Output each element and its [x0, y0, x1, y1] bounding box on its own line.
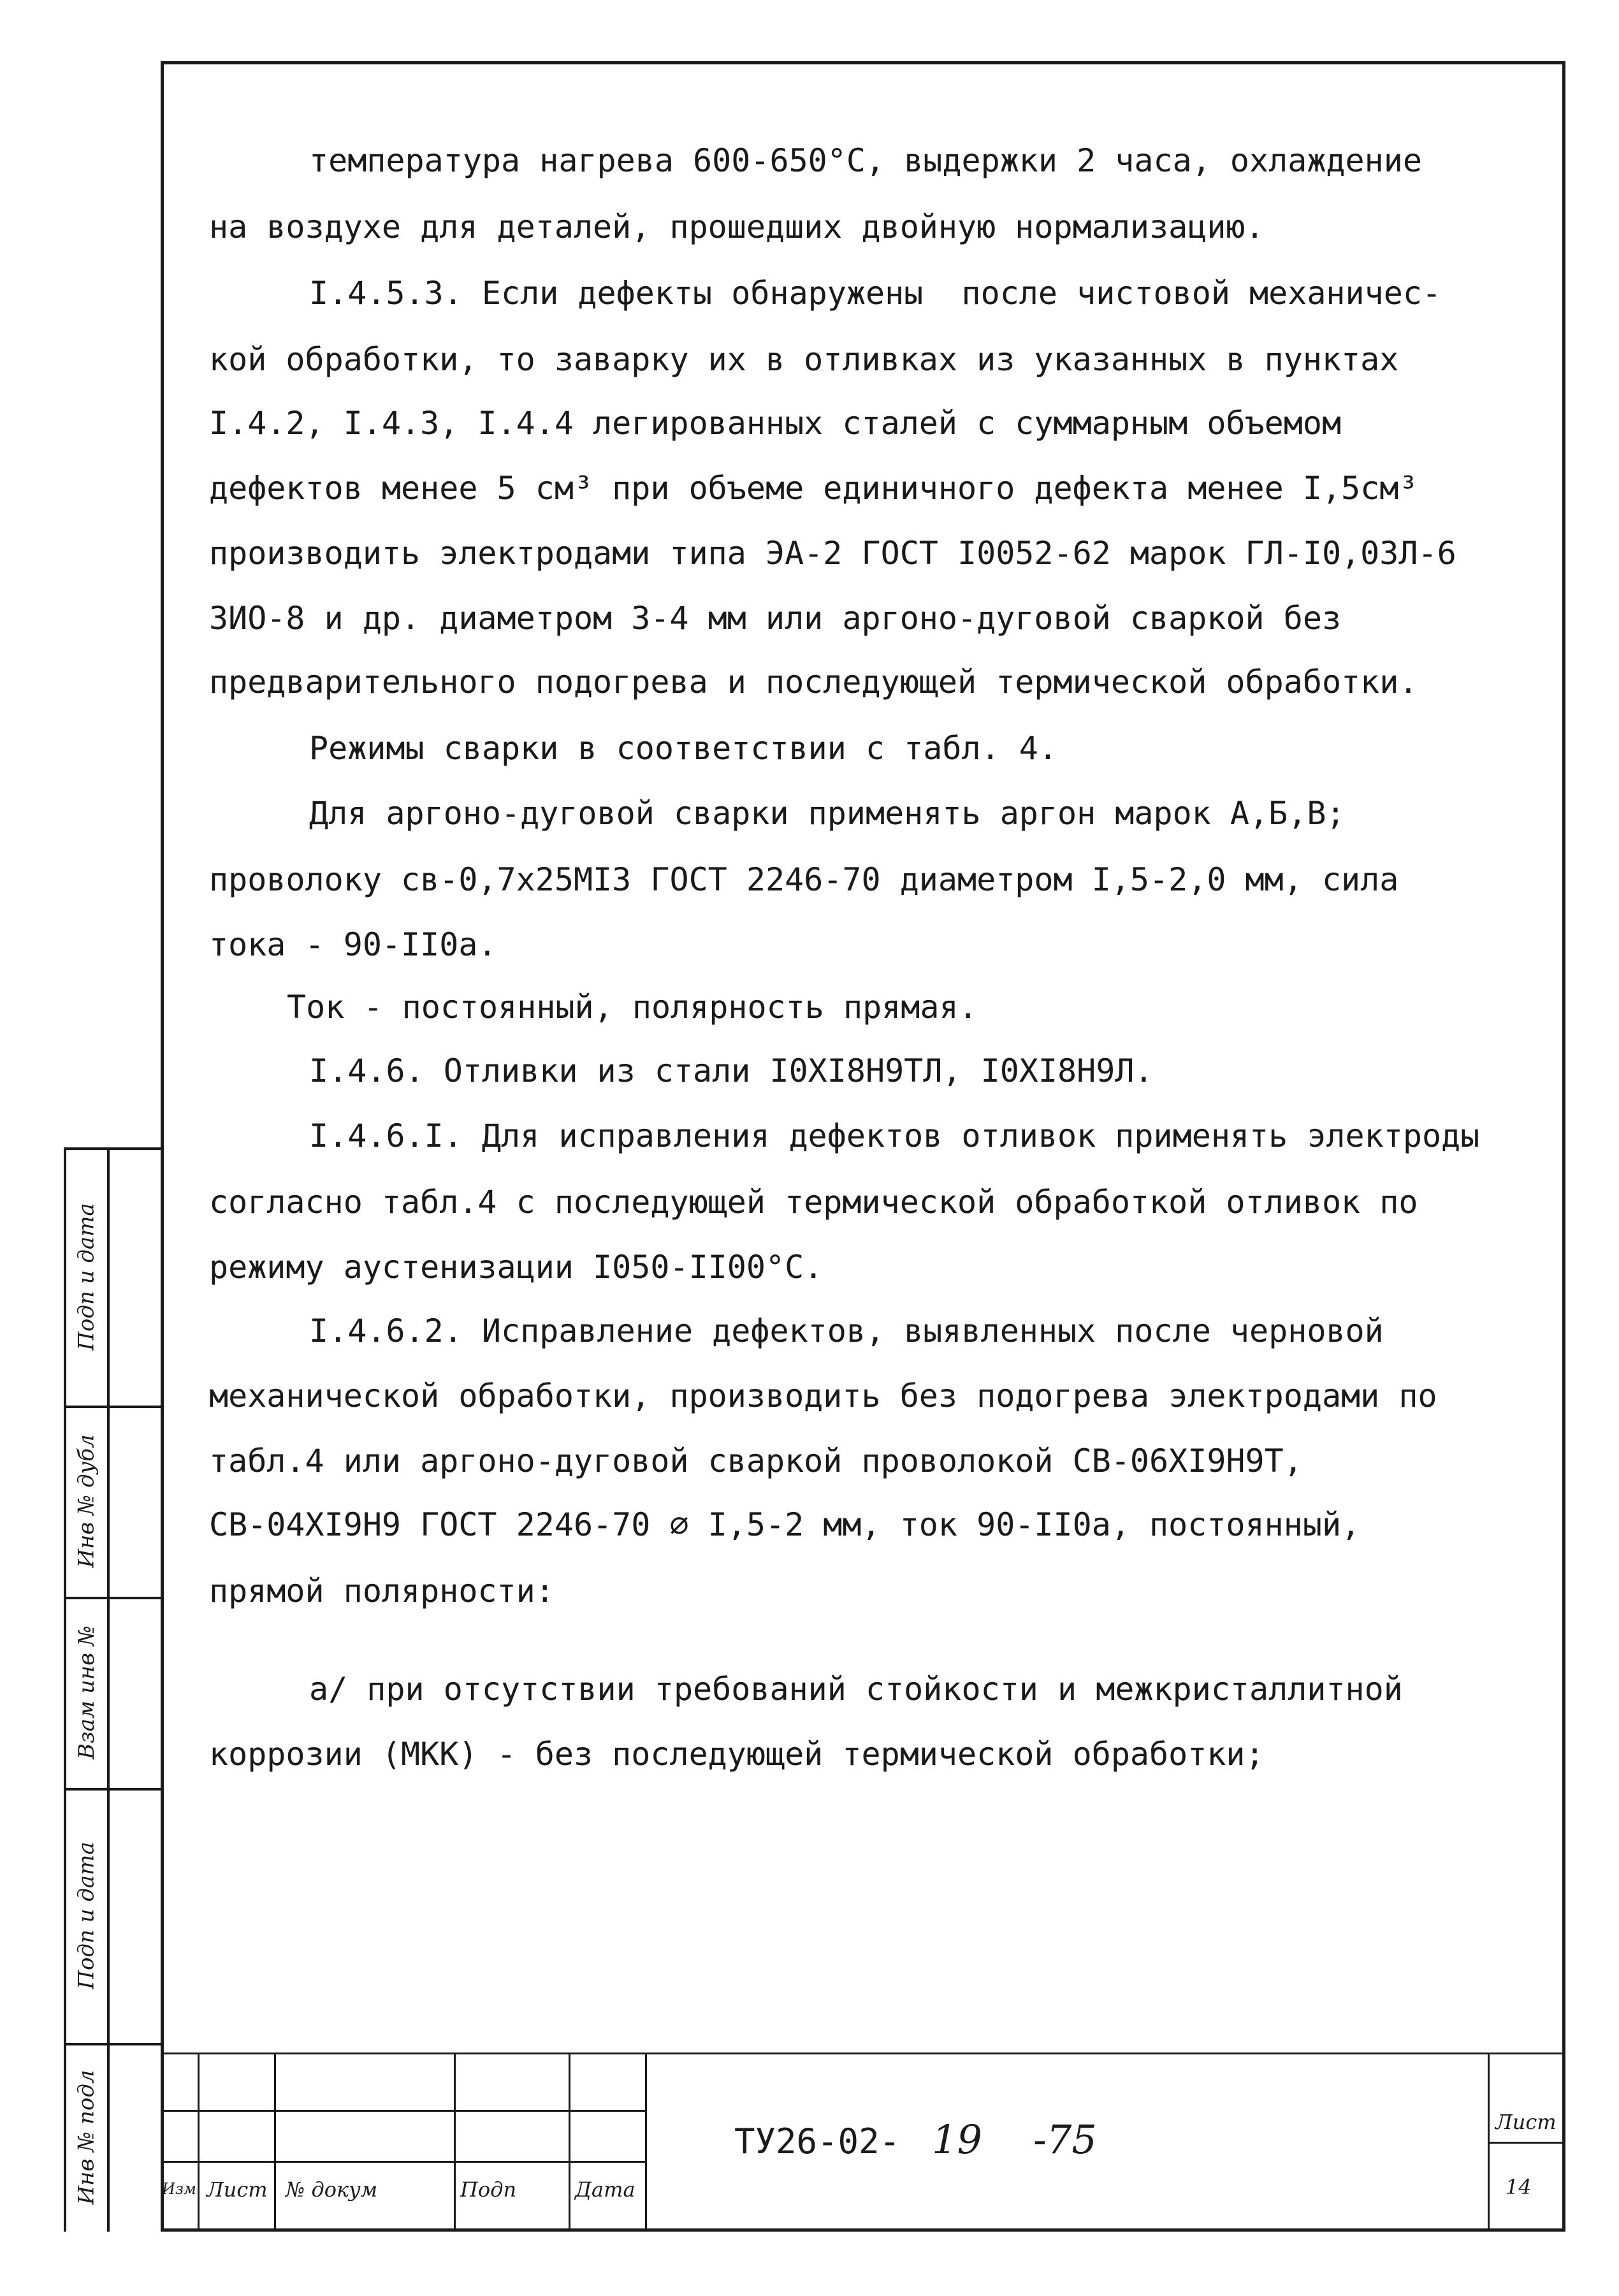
- text-line: производить электродами типа ЭА-2 ГОСТ I0052-62 марок ГЛ-I0,03Л-6: [209, 535, 1456, 572]
- tb-sheet-label: Лист: [1495, 2110, 1557, 2134]
- binding-strip: [64, 1147, 161, 2232]
- text-line: проволоку св-0,7х25МI3 ГОСТ 2246-70 диаметром I,5-2,0 мм, сила: [209, 861, 1399, 898]
- text-line: I.4.6. Отливки из стали I0XI8H9TЛ, I0XI8H9Л.: [309, 1052, 1154, 1089]
- text-line: I.4.6.2. Исправление дефектов, выявленных после черновой: [309, 1312, 1384, 1349]
- text-line: ЗИО-8 и др. диаметром 3-4 мм или аргоно-дуговой сваркой без: [209, 600, 1342, 637]
- strip-label-replace-inv: Взам инв №: [74, 1625, 99, 1759]
- strip-label-orig-inv: Инв № подл: [74, 2070, 100, 2205]
- text-line: I.4.5.3. Если дефекты обнаружены после чистовой механичес-: [309, 275, 1442, 312]
- text-line: табл.4 или аргоно-дуговой сваркой проволокой СВ-06XI9H9T,: [209, 1442, 1303, 1479]
- tb-label-doc: № докум: [286, 2177, 378, 2202]
- text-line: коррозии (МКК) - без последующей термической обработки;: [209, 1736, 1265, 1773]
- text-line: дефектов менее 5 см³ при объеме единичного дефекта менее I,5см³: [209, 470, 1418, 507]
- strip-label-sign-date-2: Подп и дата: [74, 1842, 100, 1989]
- tb-sheet-number: 14: [1506, 2175, 1532, 2199]
- text-line: Для аргоно-дуговой сварки применять аргон марок А,Б,В;: [309, 795, 1346, 832]
- strip-label-sign-date: Подп и дата: [74, 1202, 100, 1351]
- text-line: прямой полярности:: [209, 1573, 555, 1609]
- tb-label-date: Дата: [575, 2177, 635, 2202]
- text-line: тока - 90-II0а.: [209, 926, 497, 963]
- text-line: режиму аустенизации I050-II00°С.: [209, 1249, 824, 1286]
- text-line: согласно табл.4 с последующей термической обработкой отливок по: [209, 1184, 1418, 1221]
- text-line: СВ-04XI9H9 ГОСТ 2246-70 ∅ I,5-2 мм, ток 90-II0а, постоянный,: [209, 1506, 1361, 1543]
- text-line: а/ при отсутствии требований стойкости и межкристаллитной: [309, 1671, 1403, 1708]
- tb-label-sheet: Лист: [207, 2177, 268, 2202]
- text-line: I.4.2, I.4.3, I.4.4 легированных сталей с суммарным объемом: [209, 405, 1342, 442]
- text-line: на воздухе для деталей, прошедших двойную нормализацию.: [209, 208, 1265, 245]
- title-block: [161, 2053, 1565, 2232]
- text-line: кой обработки, то заварку их в отливках из указанных в пунктах: [209, 341, 1399, 378]
- tb-label-sign: Подп: [460, 2177, 517, 2202]
- text-line: механической обработки, производить без подогрева электродами по: [209, 1377, 1437, 1414]
- text-line: I.4.6.I. Для исправления дефектов отливок применять электроды: [309, 1117, 1480, 1154]
- tb-label-change: Изм: [162, 2180, 196, 2198]
- text-line: Ток - постоянный, полярность прямая.: [287, 989, 978, 1026]
- text-line: предварительного подогрева и последующей термической обработки.: [209, 664, 1418, 701]
- text-line: температура нагрева 600-650°C, выдержки 2 часа, охлаждение: [309, 142, 1422, 179]
- text-line: Режимы сварки в соответствии с табл. 4.: [309, 730, 1057, 767]
- strip-label-dup-inv: Инв № дубл: [74, 1434, 100, 1568]
- document-code: ТУ26-02- 19 -75: [734, 2116, 1097, 2163]
